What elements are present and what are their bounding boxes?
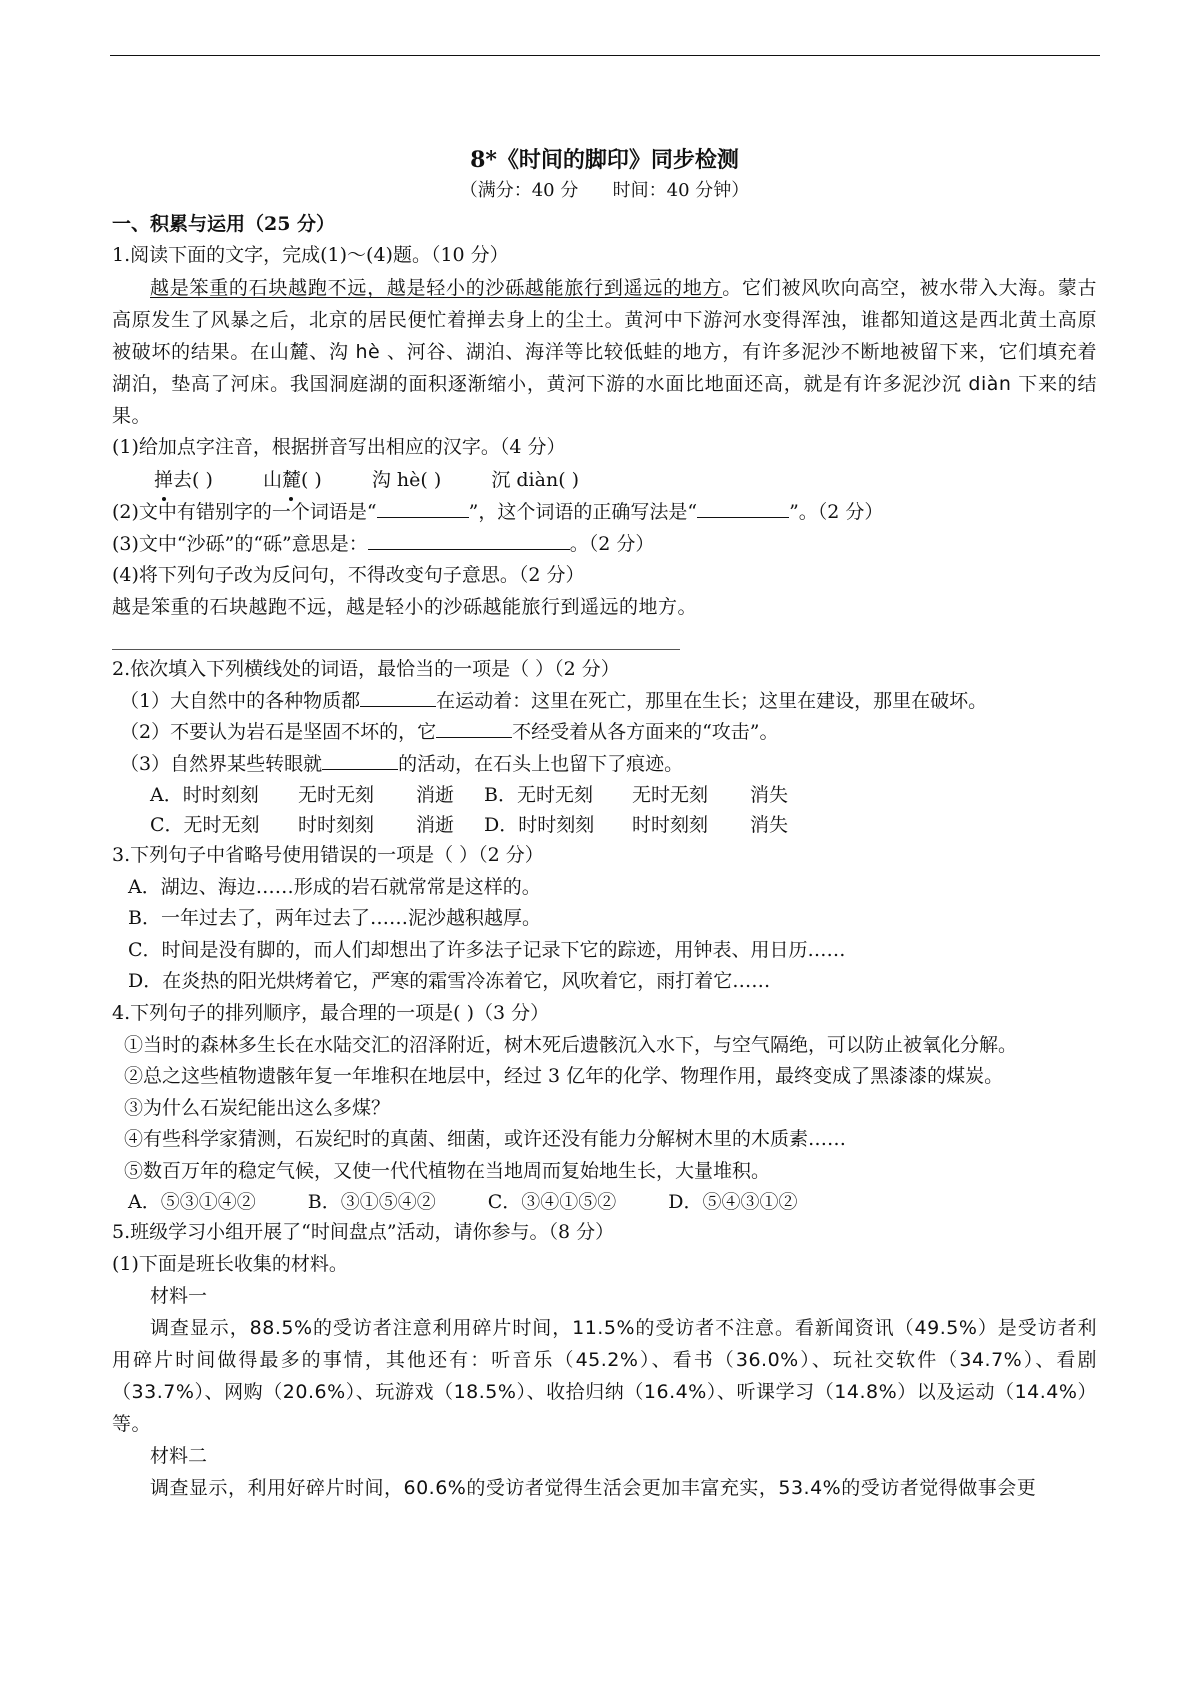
option-b[interactable]: B．③①⑤④② [307, 1191, 436, 1213]
q2-sentence-3: （3）自然界某些转眼就 的活动，在石头上也留下了痕迹。 [120, 752, 684, 775]
q4-item: ⑤数百万年的稳定气候，又使一代代植物在当地周而复始地生长，大量堆积。 [124, 1159, 771, 1182]
document-body [112, 144, 1097, 1504]
q2-sentence-2: （2）不要认为岩石是坚固不坏的，它 不经受着从各方面来的“攻击”。 [120, 721, 779, 743]
q2-options-cd: C．无时无刻 时时刻刻 消逝 D．时时刻刻 时时刻刻 消失 [112, 810, 1097, 840]
option-a[interactable]: A．时时刻刻 [150, 784, 259, 806]
q1-sub1: (1)给加点字注音，根据拼音写出相应的汉字。（4 分） [112, 435, 566, 458]
answer-blank[interactable] [322, 751, 398, 770]
q1-passage [112, 272, 1097, 432]
material-2-title: 材料二 [150, 1445, 208, 1467]
q5-stem: 5.班级学习小组开展了“时间盘点”活动，请你参与。（8 分） [112, 1221, 615, 1243]
q1-sub3: (3)文中“沙砾”的“砾”意思是： 。（2 分） [112, 532, 655, 555]
q1-pinyin-row [112, 463, 1097, 497]
answer-blank[interactable] [377, 499, 469, 518]
q1-passage-underlined: 越是笨重的石块越跑不远，越是轻小的沙砾越能旅行到遥远的地方 [150, 276, 723, 299]
material-2-text: 调查显示，利用好碎片时间，60.6%的受访者觉得生活会更加丰富充实，53.4%的受访者觉得做事会更 [150, 1477, 1037, 1499]
option-d[interactable]: D．⑤④③①② [668, 1191, 798, 1213]
option-d[interactable]: D．时时刻刻 [484, 814, 595, 836]
pinyin-item: 沟 hè( ) [371, 469, 442, 491]
document-title: 8*《时间的脚印》同步检测 [470, 147, 739, 173]
pinyin-item: 沉 diàn( ) [491, 469, 580, 491]
option-b[interactable]: B．一年过去了，两年过去了……泥沙越积越厚。 [128, 907, 541, 929]
option-c[interactable]: C．无时无刻 [150, 814, 260, 836]
q4-item: ①当时的森林多生长在水陆交汇的沼泽附近，树木死后遗骸沉入水下，与空气隔绝，可以防止被氧化分解。 [124, 1034, 1018, 1056]
q4-options [112, 1187, 1097, 1217]
q1-sub2: (2)文中有错别字的一个词语是“ ”，这个词语的正确写法是“ ”。（2 分） [112, 501, 884, 523]
pinyin-item: 山麓( ) [263, 463, 322, 497]
q4-stem: 4.下列句子的排列顺序，最合理的一项是( )（3 分） [112, 1001, 550, 1024]
option-c[interactable]: C．时间是没有脚的，而人们却想出了许多法子记录下它的踪迹，用钟表、用日历…… [128, 938, 846, 961]
option-a[interactable]: A．⑤③①④② [128, 1191, 256, 1213]
answer-blank[interactable] [697, 499, 789, 518]
answer-blank[interactable] [436, 719, 512, 738]
q1-stem: 1.阅读下面的文字，完成(1)～(4)题。（10 分） [112, 244, 509, 266]
q1-sub4: (4)将下列句子改为反问句，不得改变句子意思。（2 分） [112, 564, 585, 586]
header-rule [110, 55, 1100, 56]
pinyin-item: 掸去( ) [154, 463, 213, 497]
material-1-text: 调查显示，88.5%的受访者注意利用碎片时间，11.5%的受访者不注意。看新闻资讯（49.5%）是受访者利用碎片时间做得最多的事情，其他还有：听音乐（45.2%）、看书（36.0%）、玩社交软件（34.7%）、看剧（33.7%）、网购（20.6%）、玩游戏（18.5%）、收拾归纳（16.4%）、听课学习（14.8%）以及运动（14.4%）等。 [112, 1317, 1097, 1435]
q2-sentence-1: （1）大自然中的各种物质都 在运动着：这里在死亡，那里在生长；这里在建设，那里在破坏。 [120, 689, 988, 712]
q4-item: ③为什么石炭纪能出这么多煤？ [124, 1096, 391, 1119]
answer-blank[interactable] [368, 531, 570, 550]
answer-blank[interactable] [360, 688, 436, 707]
q2-options-ab: A．时时刻刻 无时无刻 消逝 B．无时无刻 无时无刻 消失 [112, 780, 1097, 810]
material-1-title: 材料一 [150, 1285, 208, 1307]
q5-sub1: (1)下面是班长收集的材料。 [112, 1252, 348, 1275]
q4-item: ②总之这些植物遗骸年复一年堆积在地层中，经过 3 亿年的化学、物理作用，最终变成了黑漆漆的煤炭。 [124, 1065, 1004, 1087]
q1-passage-rest: 。它们被风吹向高空，被水带入大海。蒙古高原发生了风暴之后，北京的居民便忙着掸去身上的尘土。黄河中下游河水变得浑浊，谁都知道这是西北黄土高原被破坏的结果。在山麓、沟 hè 、河谷、湖泊、海洋等比较低蛙的地方，有许多泥沙不断地被留下来，它们填充着湖泊，垫高了河床。我国洞庭湖的面积逐渐缩小，黄河下游的水面比地面还高，就是有许多泥沙沉 diàn 下来的结果。 [112, 276, 1097, 427]
q4-item: ④有些科学家猜测，石炭纪时的真菌、细菌，或许还没有能力分解树木里的木质素…… [124, 1128, 847, 1150]
option-a[interactable]: A．湖边、海边……形成的岩石就常常是这样的。 [128, 875, 541, 898]
q2-stem: 2.依次填入下列横线处的词语，最恰当的一项是（ ）（2 分） [112, 658, 620, 680]
document-subtitle: （满分：40 分 时间：40 分钟） [459, 180, 750, 201]
option-b[interactable]: B．无时无刻 [484, 784, 593, 806]
answer-line[interactable] [112, 623, 680, 650]
option-d[interactable]: D．在炎热的阳光烘烤着它，严寒的霜雪冷冻着它，风吹着它，雨打着它…… [128, 970, 771, 992]
q3-stem: 3.下列句子中省略号使用错误的一项是（ ）（2 分） [112, 844, 544, 866]
option-c[interactable]: C．③④①⑤② [487, 1191, 617, 1213]
q1-sub4-sentence: 越是笨重的石块越跑不远，越是轻小的沙砾越能旅行到遥远的地方。 [112, 595, 698, 618]
section-heading: 一、积累与运用（25 分） [112, 213, 336, 235]
